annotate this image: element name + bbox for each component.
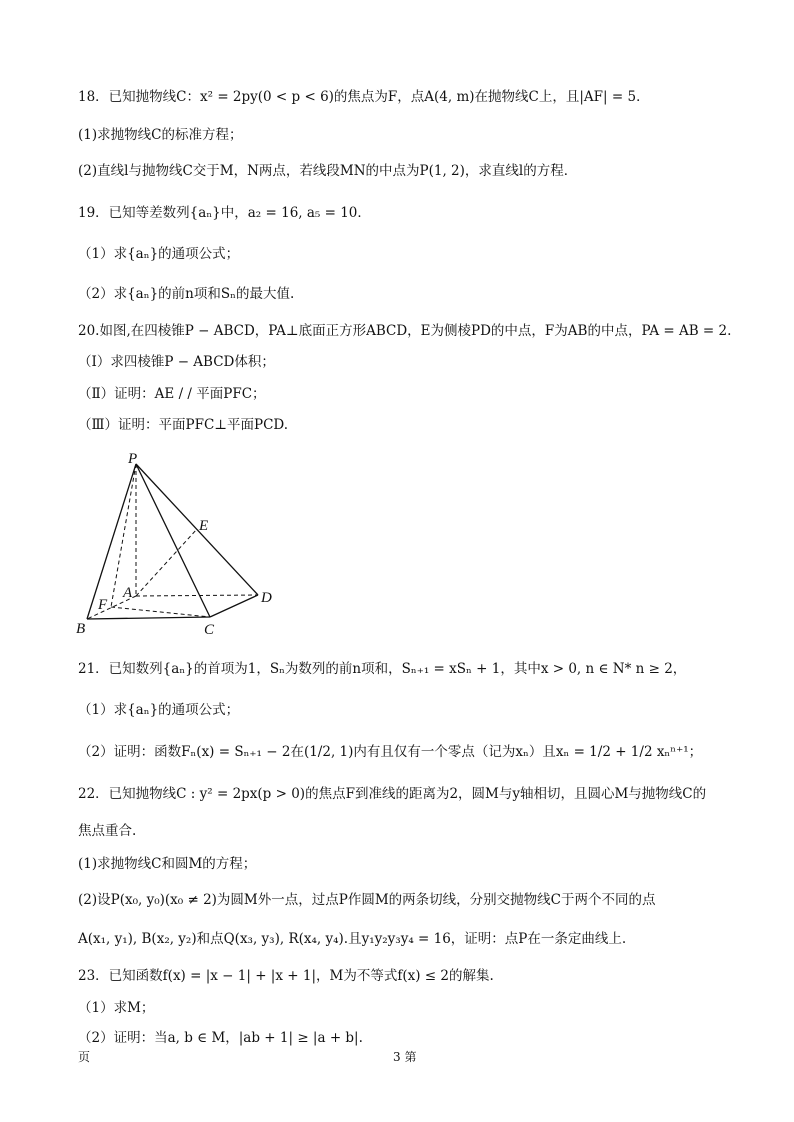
edge-FC (111, 607, 210, 617)
label-C: C (204, 622, 215, 638)
p22-stem2: 焦点重合. (78, 823, 137, 839)
edge-AE (136, 529, 197, 596)
p20-q2: （Ⅱ）证明：AE / / 平面PFC； (78, 386, 266, 402)
p21-q1: （1）求{aₙ}的通项公式； (78, 702, 240, 718)
footer-page-number: 3 第 (393, 1050, 417, 1064)
label-E: E (199, 518, 209, 534)
pyramid-figure (70, 448, 290, 643)
p22-q1: (1)求抛物线C和圆M的方程； (78, 856, 257, 872)
label-P: P (128, 451, 138, 467)
label-A: A (123, 585, 133, 601)
edge-CD (210, 595, 258, 617)
edge-AD (136, 595, 258, 596)
p19-stem: 19．已知等差数列{aₙ}中，a₂ = 16, a₅ = 10． (78, 205, 371, 221)
p22-q2b: A(x₁, y₁), B(x₂, y₂)和点Q(x₃, y₃), R(x₄, y₄).且y₁y₂y₃y₄ = 16，证明：点P在一条定曲线上. (78, 931, 627, 947)
p19-q2: （2）求{aₙ}的前n项和Sₙ的最大值. (78, 286, 295, 302)
p22-stem1: 22．已知抛物线C : y² = 2px(p > 0)的焦点F到准线的距离为2，圆M与y轴相切，且圆心M与抛物线C的 (78, 786, 707, 802)
p20-stem: 20.如图,在四棱锥P − ABCD，PA⊥底面正方形ABCD，E为侧棱PD的中点，F为AB的中点，PA = AB = 2. (78, 323, 732, 339)
p20-q1: （Ⅰ）求四棱锥P − ABCD体积； (78, 354, 275, 370)
p18-stem: 18．已知抛物线C：x² = 2py(0 < p < 6)的焦点为F，点A(4, m)在抛物线C上，且|AF| = 5． (78, 89, 650, 105)
p21-q2: （2）证明：函数Fₙ(x) = Sₙ₊₁ − 2在(1/2, 1)内有且仅有一个零点（记为xₙ）且xₙ = 1/2 + 1/2 xₙⁿ⁺¹； (78, 744, 703, 760)
p18-q1: (1)求抛物线C的标准方程； (78, 127, 243, 143)
edge-PD (136, 464, 258, 595)
p23-q1: （1）求M； (78, 1000, 155, 1016)
footer-left: 页 (78, 1050, 91, 1064)
p21-stem: 21．已知数列{aₙ}的首项为1，Sₙ为数列的前n项和，Sₙ₊₁ = xSₙ + 1，其中x > 0, n ∈ N* n ≥ 2， (78, 661, 687, 677)
p23-stem: 23．已知函数f(x) = |x − 1| + |x + 1|，M为不等式f(x) ≤ 2的解集. (78, 968, 494, 984)
p23-q2: （2）证明：当a, b ∈ M，|ab + 1| ≥ |a + b|. (78, 1030, 363, 1046)
p20-q3: （Ⅲ）证明：平面PFC⊥平面PCD. (78, 417, 289, 433)
label-B: B (76, 621, 86, 637)
edge-BC (87, 617, 210, 619)
label-D: D (261, 590, 272, 606)
p22-q2a: (2)设P(x₀, y₀)(x₀ ≠ 2)为圆M外一点，过点P作圆M的两条切线，分别交抛物线C于两个不同的点 (78, 892, 656, 908)
p18-q2: (2)直线l与抛物线C交于M，N两点，若线段MN的中点为P(1, 2)，求直线l的方程． (78, 163, 578, 179)
p19-q1: （1）求{aₙ}的通项公式； (78, 246, 240, 262)
edge-PC (136, 464, 210, 617)
label-F: F (98, 597, 108, 613)
